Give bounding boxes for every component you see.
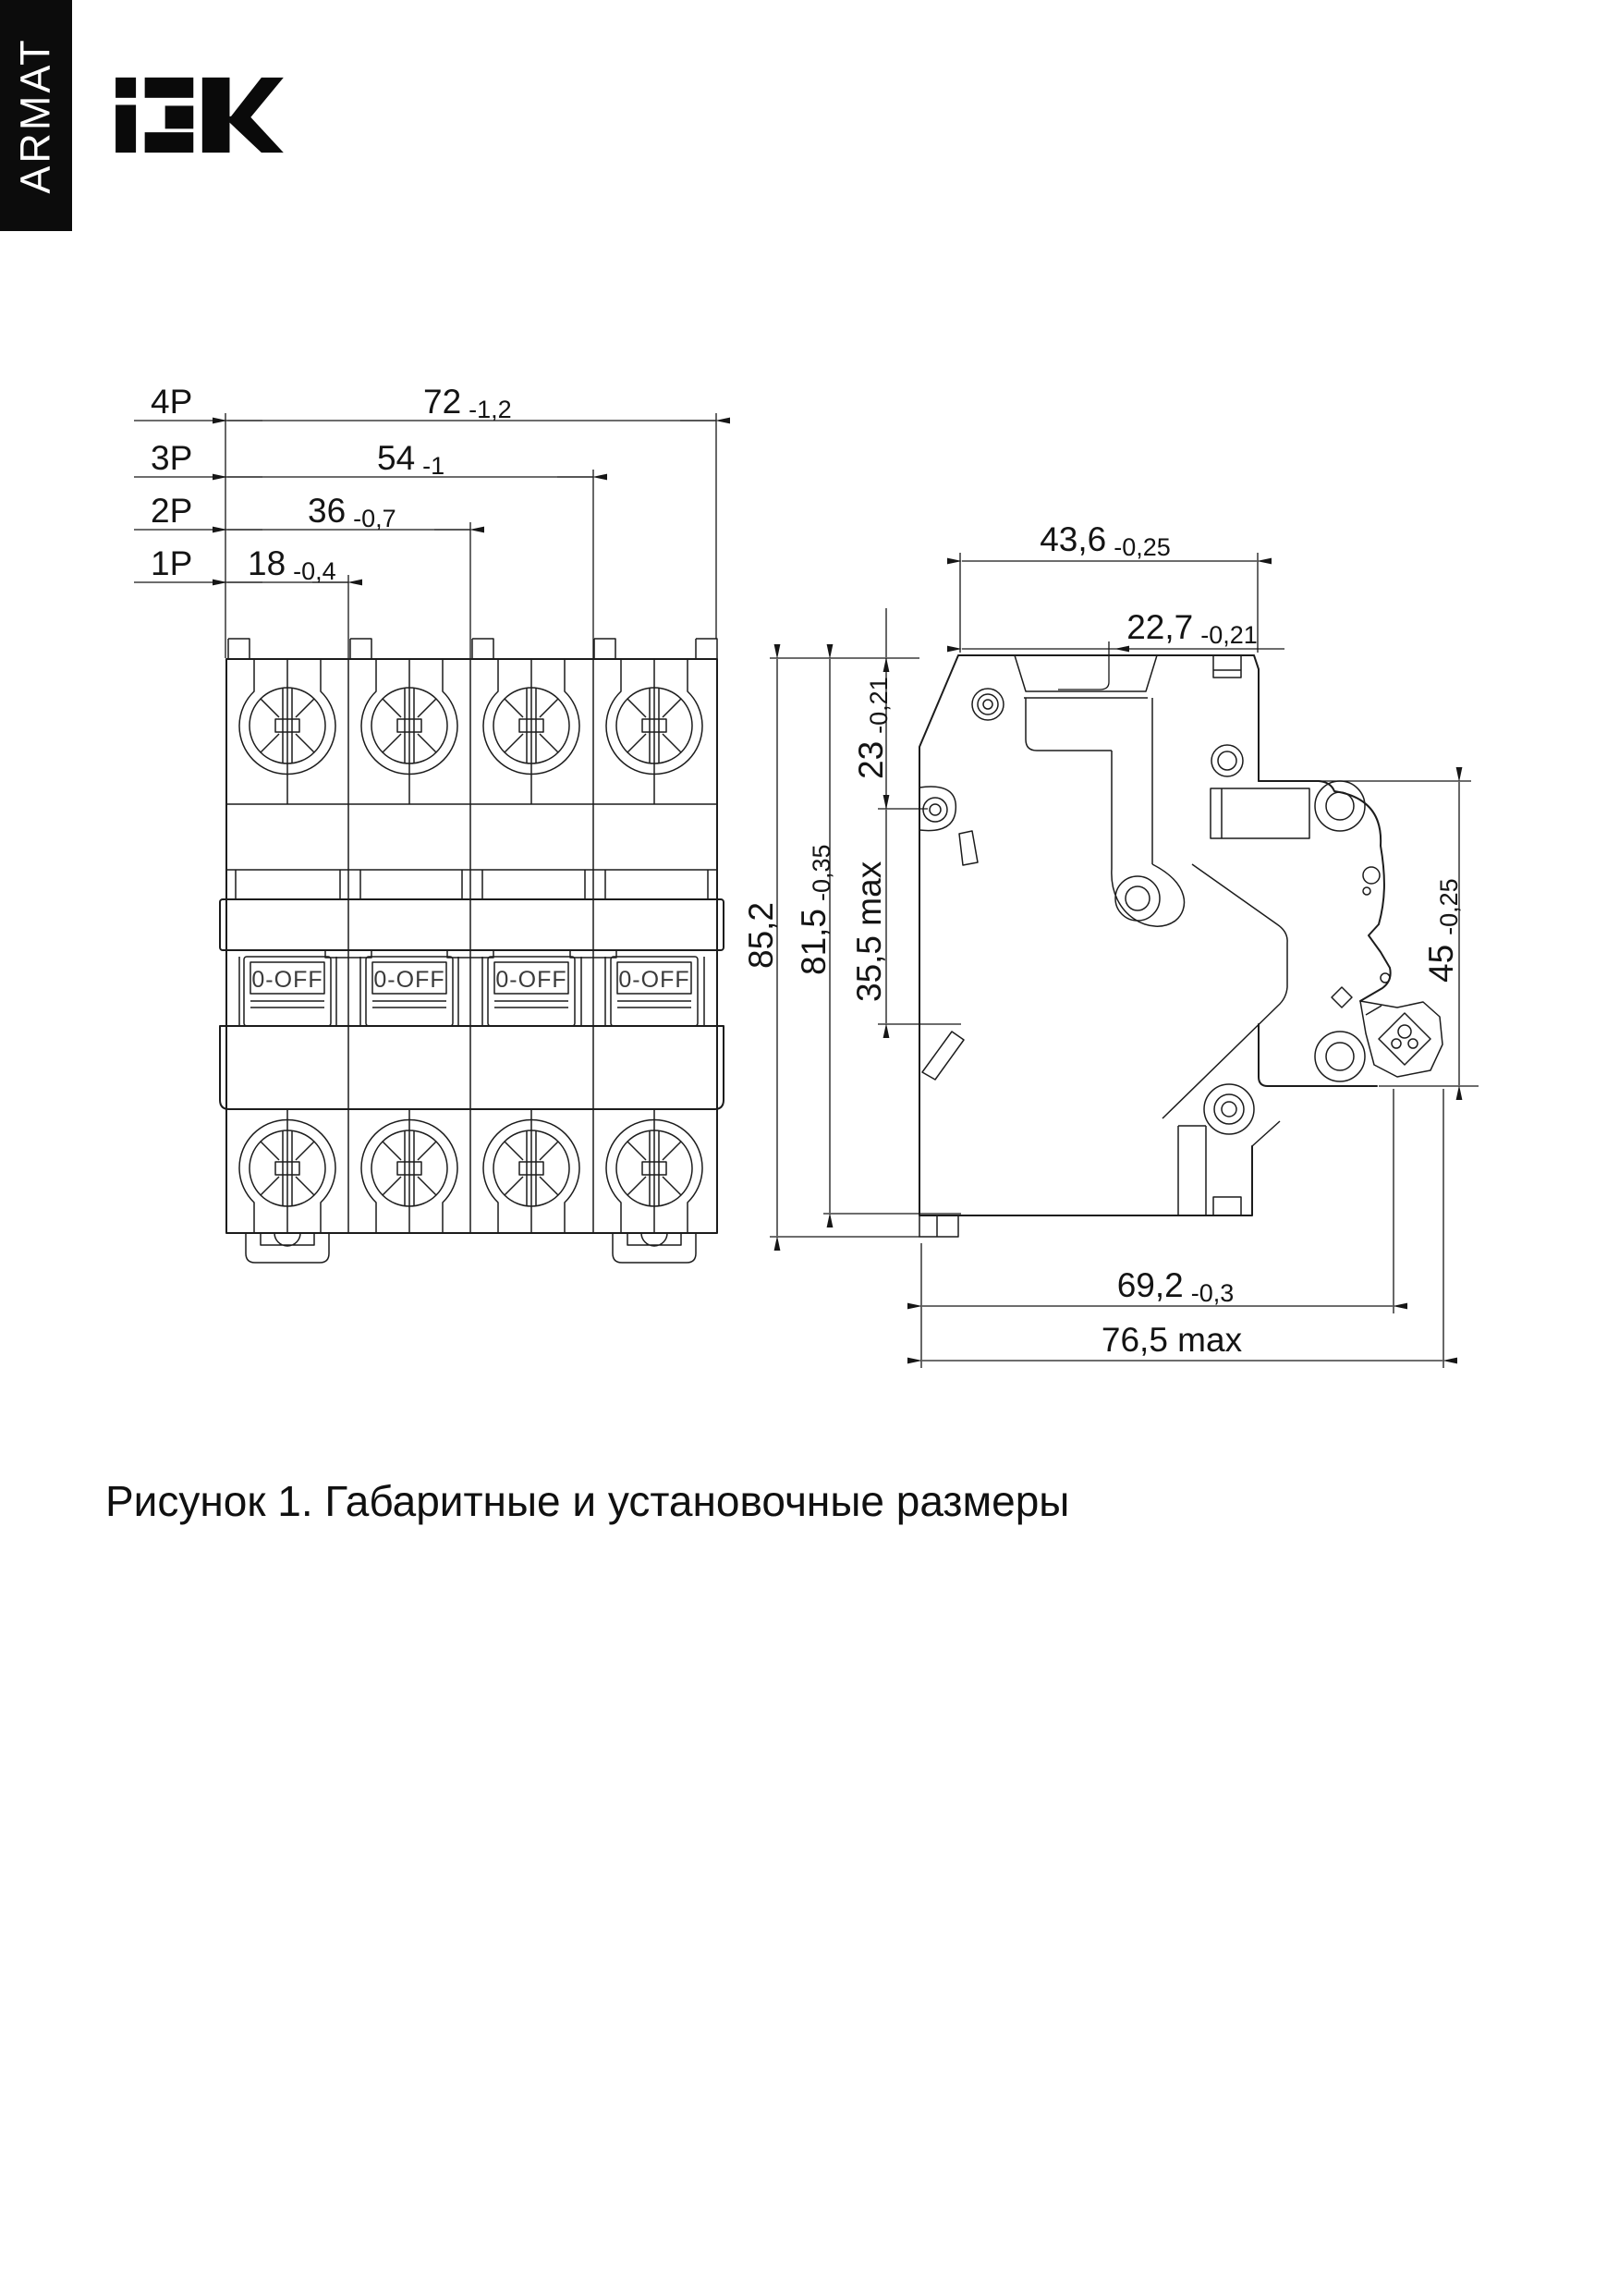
dim-value-din-zone: 45-0,25 [1422, 878, 1463, 983]
dim-value-top-width: 43,6 -0,25 [1040, 520, 1171, 561]
dim-body-height [795, 659, 835, 1213]
pole-label-1p: 1P [151, 544, 193, 582]
brand-sidebar-label: ARMAT [12, 37, 60, 194]
dim-depth [922, 1266, 1393, 1307]
toggle-label-4: 0-OFF [618, 967, 690, 993]
dim-total-height [742, 659, 780, 1236]
toggle-handle-2 [366, 957, 453, 1026]
rivet-top-left [972, 689, 1004, 720]
dim-value-body-height: 81,5-0,35 [795, 844, 835, 975]
front-view [220, 639, 724, 1263]
dim-value-depth: 69,2 -0,3 [1116, 1266, 1235, 1307]
dim-value-latch-depth: 23-0,21 [852, 677, 893, 779]
rivet-center-right [1211, 745, 1243, 776]
dim-3p [134, 439, 593, 480]
toggle-label-1: 0-OFF [251, 967, 323, 993]
pole-label-3p: 3P [151, 439, 193, 477]
screw-side-center [1204, 1084, 1254, 1134]
toggle-handle-4 [611, 957, 698, 1026]
terminal-clamp [1360, 1001, 1442, 1077]
figure-caption: Рисунок 1. Габаритные и установочные размеры [105, 1477, 1070, 1525]
screw-din-bottom [1315, 1032, 1365, 1081]
dim-handle-width [962, 608, 1284, 649]
din-foot-left [246, 1233, 329, 1263]
screw-din-top [1315, 781, 1365, 831]
dim-value-2p: 36 -0,7 [308, 492, 396, 532]
dim-value-total-height: 85,2 [742, 901, 780, 969]
dim-value-handle-width: 22,7 -0,21 [1126, 608, 1258, 649]
dim-1p [134, 544, 348, 585]
toggle-label-2: 0-OFF [373, 967, 445, 993]
dim-value-rail-offset: 35,5 max [850, 861, 888, 1002]
dim-top-width [962, 520, 1257, 561]
dim-value-depth-max: 76,5 max [1101, 1321, 1243, 1359]
toggle-label-3: 0-OFF [495, 967, 567, 993]
pole-label-4p: 4P [151, 383, 193, 421]
front-view-dimensions [134, 383, 716, 658]
dim-latch-depth [852, 608, 893, 809]
toggle-handle-1 [244, 957, 331, 1026]
dim-4p [134, 383, 716, 423]
dim-value-1p: 18 -0,4 [248, 544, 336, 585]
dim-value-4p: 72 -1,2 [423, 383, 512, 423]
side-view-dimensions [742, 520, 1479, 1368]
dim-2p [134, 492, 470, 532]
side-view [919, 655, 1442, 1237]
dim-value-3p: 54 -1 [377, 439, 445, 480]
pole-label-2p: 2P [151, 492, 193, 530]
dim-depth-max [922, 1321, 1442, 1361]
din-foot-right [613, 1233, 696, 1263]
dim-rail-offset [850, 810, 888, 1023]
toggle-handle-3 [488, 957, 575, 1026]
